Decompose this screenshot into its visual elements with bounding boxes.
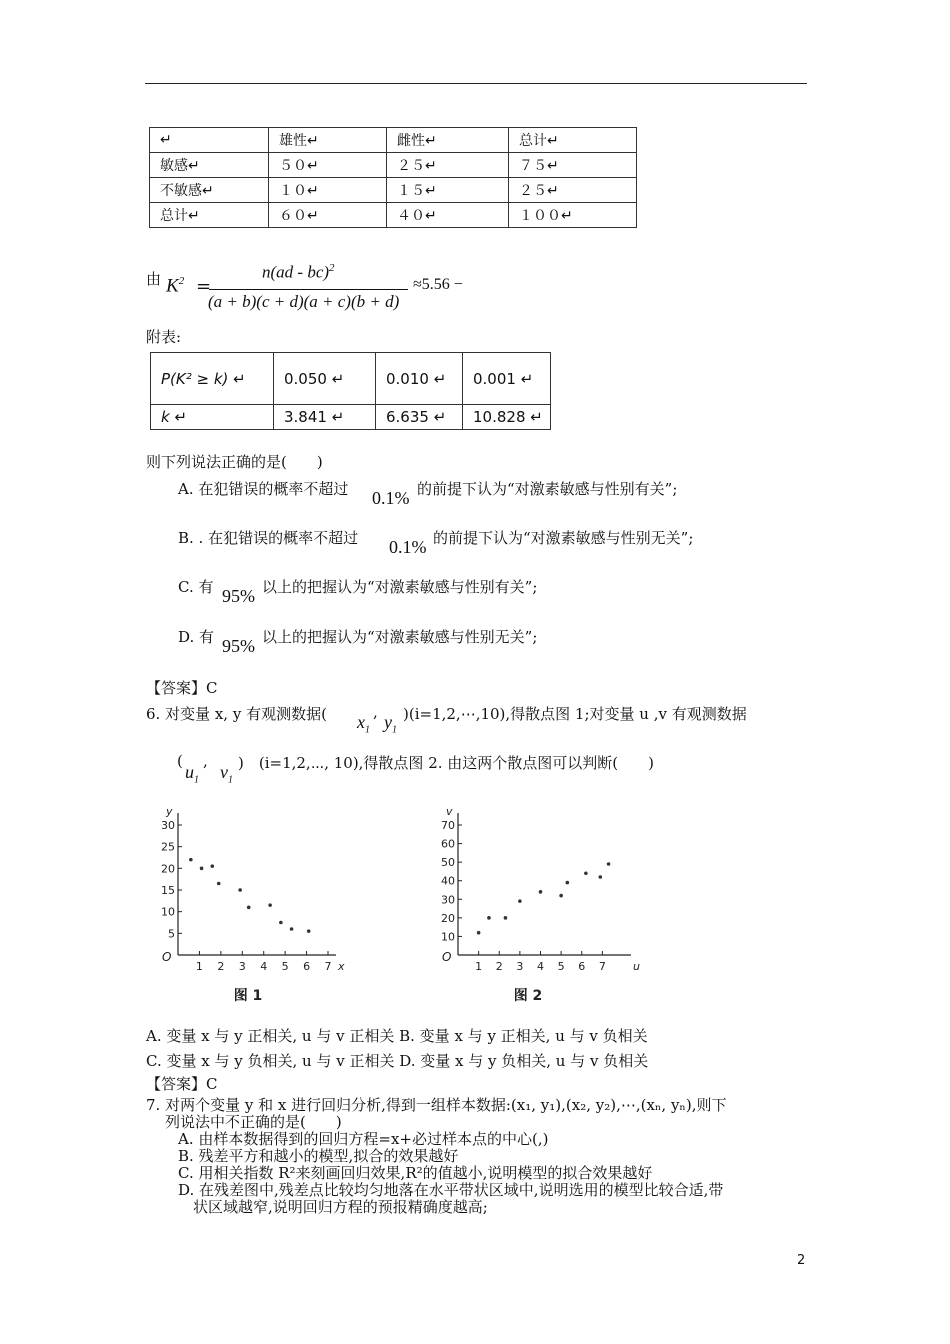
- formula-denominator: (a + b)(c + d)(a + c)(b + d): [208, 292, 400, 311]
- q5-option-b-math: 0.1%: [389, 537, 427, 557]
- scatter-chart-1: [150, 805, 345, 1010]
- scatter-point: [279, 921, 283, 925]
- q5-option-c-pre: C. 有: [178, 578, 214, 596]
- page-number: 2: [797, 1253, 806, 1268]
- contingency-table: [149, 127, 637, 228]
- table-cell: 0.050 ↵: [274, 353, 376, 405]
- scatter-point: [210, 864, 214, 868]
- table-cell: ↵: [150, 128, 269, 153]
- table-cell: １００↵: [509, 203, 637, 228]
- q6-answer: 【答案】C: [146, 1075, 218, 1093]
- q7-option-c: C. 用相关指数 R²来刻画回归效果,R²的值越小,说明模型的拟合效果越好: [178, 1164, 653, 1182]
- x-tick-label: 6: [303, 960, 311, 973]
- y-tick-label: 15: [161, 884, 175, 897]
- q6-options-line2: C. 变量 x 与 y 负相关, u 与 v 正相关 D. 变量 x 与 y 负相关, u 与 v 负相关: [146, 1052, 649, 1070]
- q6-u1-symbol: u: [185, 762, 194, 782]
- q6-line1-b: )(i=1,2,⋯,10),得散点图 1;对变量 u ,v 有观测数据: [403, 705, 747, 723]
- scatter-point: [504, 916, 508, 920]
- table-cell: 不敏感↵: [150, 178, 269, 203]
- table-cell: １０↵: [269, 178, 387, 203]
- table-cell: ４０↵: [387, 203, 509, 228]
- x-tick-label: 7: [598, 960, 606, 973]
- q5-option-b-post: 的前提下认为“对激素敏感与性别无关”;: [433, 529, 694, 547]
- q6-v1-sub: 1: [228, 774, 233, 786]
- x-tick-label: 4: [537, 960, 544, 973]
- scatter-point: [539, 890, 543, 894]
- q6-comma2: ,: [203, 752, 208, 770]
- critical-value-table: [150, 352, 551, 430]
- q6-u1-sub: 1: [194, 774, 199, 786]
- scatter-point: [584, 871, 588, 875]
- table-row: [150, 128, 637, 153]
- figure-caption: 图 1: [233, 988, 263, 1004]
- scatter-point: [268, 903, 272, 907]
- table-cell: ２５↵: [387, 153, 509, 178]
- x-tick-label: 2: [217, 960, 225, 973]
- q5-option-c-math: 95%: [222, 586, 255, 606]
- x-tick-label: 6: [578, 960, 586, 973]
- q7-option-d2: 状区域越窄,说明回归方程的预报精确度越高;: [193, 1198, 488, 1216]
- y-tick-label: 10: [161, 905, 175, 919]
- q6-v1-symbol: v: [220, 762, 228, 782]
- origin-label: O: [162, 950, 172, 964]
- table-cell: 总计↵: [150, 203, 269, 228]
- table-cell: 6.635 ↵: [376, 405, 463, 430]
- q6-comma: ,: [373, 703, 378, 721]
- q5-option-c-post: 以上的把握认为“对激素敏感与性别有关”;: [262, 578, 538, 596]
- x-tick-label: 5: [557, 960, 565, 973]
- scatter-point: [477, 931, 481, 935]
- table-row: [150, 178, 637, 203]
- q5-option-d-math: 95%: [222, 636, 255, 656]
- y-tick-label: 30: [441, 893, 455, 907]
- formula-lhs-sup: 2: [178, 275, 185, 287]
- x-tick-label: 1: [195, 960, 203, 973]
- formula-lhs-symbol: K: [166, 275, 179, 297]
- scatter-point: [566, 881, 570, 885]
- x-tick-label: 2: [495, 960, 503, 973]
- q7-line1: 7. 对两个变量 y 和 x 进行回归分析,得到一组样本数据:(x₁, y₁),(x₂, y₂),⋯,(xₙ, yₙ),则下: [146, 1096, 727, 1114]
- fraction-bar: [209, 289, 408, 290]
- x-tick-label: 3: [238, 960, 246, 973]
- table-cell: 敏感↵: [150, 153, 269, 178]
- q6-line1-a: 6. 对变量 x, y 有观测数据(: [146, 705, 327, 723]
- x-tick-label: 4: [260, 960, 268, 973]
- table-row: [150, 153, 637, 178]
- table-cell: 雌性↵: [387, 128, 509, 153]
- formula-equals: =: [196, 276, 212, 297]
- formula-numerator-text: n(ad - bc): [262, 262, 330, 282]
- q6-options-line1: A. 变量 x 与 y 正相关, u 与 v 正相关 B. 变量 x 与 y 正相关, u 与 v 负相关: [146, 1027, 648, 1045]
- table-cell: 雄性↵: [269, 128, 387, 153]
- x-tick-label: 7: [324, 960, 332, 973]
- figure-caption: 图 2: [513, 988, 543, 1004]
- scatter-point: [307, 929, 311, 933]
- table-cell: 总计↵: [509, 128, 637, 153]
- appendix-label: 附表:: [146, 328, 182, 346]
- formula-numerator: [262, 262, 335, 283]
- formula-result: ≈5.56 −: [413, 276, 463, 293]
- q7-option-d1: D. 在残差图中,残差点比较均匀地落在水平带状区域中,说明选用的模型比较合适,带: [178, 1181, 724, 1199]
- formula-prefix: 由: [146, 270, 162, 288]
- formula-lhs: [166, 275, 184, 297]
- x-tick-label: 1: [475, 960, 483, 973]
- table-cell: 0.001 ↵: [463, 353, 551, 405]
- table-row: [151, 353, 551, 405]
- q7-option-b: B. 残差平方和越小的模型,拟合的效果越好: [178, 1147, 459, 1165]
- scatter-point: [247, 906, 251, 910]
- table-row: [150, 203, 637, 228]
- scatter-point: [518, 899, 522, 903]
- scatter-point: [217, 882, 221, 886]
- x-tick-label: 3: [516, 960, 524, 973]
- q6-y1-symbol: y: [384, 712, 392, 732]
- scatter-point: [200, 867, 204, 871]
- y-tick-label: 60: [441, 837, 455, 851]
- q5-option-a-math: 0.1%: [372, 488, 410, 508]
- q5-option-a-pre: A. 在犯错误的概率不超过: [178, 480, 349, 498]
- x-tick-label: 5: [281, 960, 289, 973]
- table-cell: 0.010 ↵: [376, 353, 463, 405]
- scatter-point: [189, 858, 193, 862]
- scatter-point: [290, 927, 294, 931]
- y-tick-label: 10: [441, 930, 455, 944]
- y-tick-label: 20: [161, 862, 175, 876]
- q5-option-d-post: 以上的把握认为“对激素敏感与性别无关”;: [262, 628, 538, 646]
- x-axis-label: x: [338, 960, 345, 973]
- table-cell: １５↵: [387, 178, 509, 203]
- x-axis-label: u: [633, 960, 640, 973]
- q5-option-d-pre: D. 有: [178, 628, 215, 646]
- table-cell: 3.841 ↵: [274, 405, 376, 430]
- table-cell: ５０↵: [269, 153, 387, 178]
- q6-paren-open: (: [177, 752, 183, 770]
- q5-stem: 则下列说法正确的是( ): [146, 453, 323, 471]
- table-cell: P(K² ≥ k) ↵: [151, 353, 274, 405]
- q6-u1: [185, 762, 199, 786]
- y-tick-label: 40: [441, 874, 455, 888]
- q6-x1-symbol: x: [357, 712, 365, 732]
- scatter-point: [559, 894, 563, 898]
- table-cell: k ↵: [151, 405, 274, 430]
- q6-y1: [384, 712, 397, 736]
- table-cell: ２５↵: [509, 178, 637, 203]
- header-rule: [145, 83, 807, 84]
- y-tick-label: 30: [161, 819, 175, 832]
- q5-option-a-post: 的前提下认为“对激素敏感与性别有关”;: [417, 480, 678, 498]
- scatter-point: [487, 916, 491, 920]
- scatter-point: [238, 888, 242, 892]
- q6-x1: [357, 712, 370, 736]
- y-axis-label: v: [446, 805, 453, 818]
- scatter-point: [607, 862, 611, 866]
- q6-y1-sub: 1: [392, 724, 397, 736]
- y-tick-label: 20: [441, 911, 455, 925]
- table-cell: ７５↵: [509, 153, 637, 178]
- q5-answer: 【答案】C: [146, 679, 218, 697]
- formula-numerator-sup: 2: [329, 262, 335, 274]
- q7-option-a: A. 由样本数据得到的回归方程=x+必过样本点的中心(,): [178, 1130, 549, 1148]
- q7-line2: 列说法中不正确的是( ): [165, 1113, 342, 1131]
- q5-option-b-pre: B. . 在犯错误的概率不超过: [178, 529, 359, 547]
- y-tick-label: 25: [161, 840, 175, 854]
- scatter-point: [599, 875, 603, 879]
- q6-line2: ) (i=1,2,⋯, 10),得散点图 2. 由这两个散点图可以判断( ): [238, 754, 654, 772]
- table-cell: 10.828 ↵: [463, 405, 551, 430]
- table-cell: ６０↵: [269, 203, 387, 228]
- y-tick-label: 50: [441, 856, 455, 870]
- scatter-chart-2: [430, 805, 640, 1010]
- y-tick-label: 5: [168, 927, 175, 941]
- q6-v1: [220, 762, 233, 786]
- table-row: [151, 405, 551, 430]
- q6-x1-sub: 1: [365, 724, 370, 736]
- origin-label: O: [442, 950, 452, 964]
- y-axis-label: y: [166, 805, 173, 818]
- y-tick-label: 70: [441, 819, 455, 832]
